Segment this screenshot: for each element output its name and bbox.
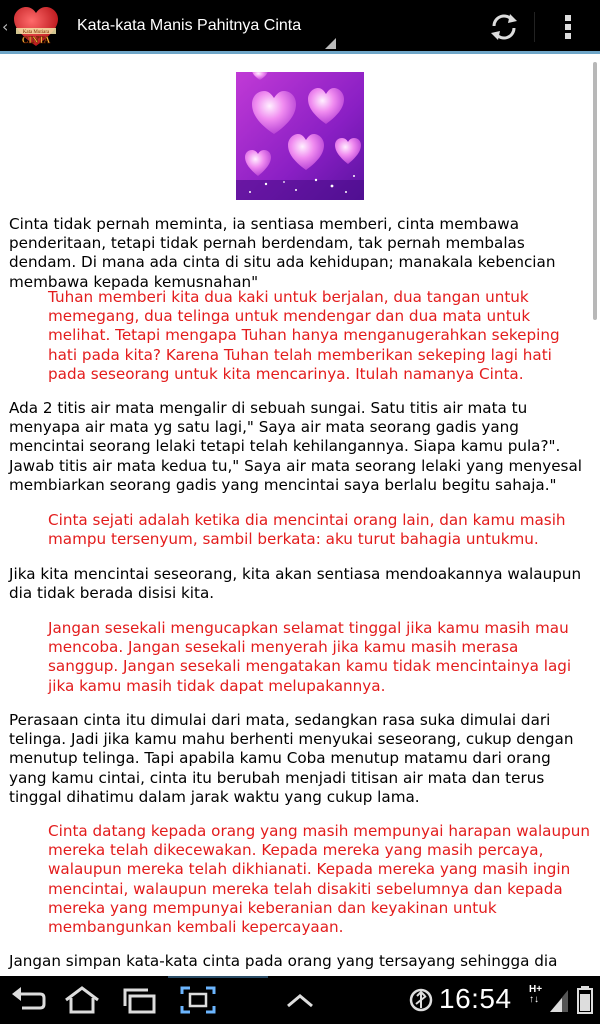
quote-paragraph: Cinta datang kepada orang yang masih mempunyai harapan walaupun mereka telah dikecewakan. Kepada mereka yang masih percaya, walaupun mereka telah dikhianati. Kepada mereka yang masih ingin mencintai, walaupun mereka telah disakiti sebelumnya dan kepada mereka yang mempunyai keberanian dan keyakinan untuk membangunkan kembali kepercayaan. <box>48 822 590 937</box>
menu-up-chevron-icon[interactable] <box>282 984 318 1016</box>
screenshot-icon[interactable] <box>178 984 218 1016</box>
home-icon[interactable] <box>62 984 102 1016</box>
overflow-menu-icon[interactable] <box>556 12 580 42</box>
paragraph: Cinta tidak pernah meminta, ia sentiasa memberi, cinta membawa penderitaan, tetapi tidak pernah berdendam, tak pernah membalas dendam. Di mana ada cinta di situ ada kehidupan; manakala kebencian membawa kepada kemusnahan" <box>9 215 556 291</box>
system-bar <box>0 976 600 1024</box>
scrollbar[interactable] <box>593 62 597 320</box>
back-icon[interactable] <box>8 984 48 1016</box>
quote-paragraph: Cinta sejati adalah ketika dia mencintai orang lain, dan kamu masih mampu tersenyum, sambil berkata: aku turut bahagia untukmu. <box>48 511 566 549</box>
paragraph: Jika kita mencintai seseorang, kita akan sentiasa mendoakannya walaupun dia tidak berada disisi kita. <box>9 565 582 603</box>
article-scroll-view[interactable] <box>0 57 600 976</box>
action-divider <box>534 12 535 42</box>
recent-apps-icon[interactable] <box>120 984 160 1016</box>
svg-text:Kata Mutiara: Kata Mutiara <box>22 30 50 35</box>
svg-text:CINTA: CINTA <box>21 35 51 45</box>
hearts-image <box>236 72 364 200</box>
signal-icon <box>548 984 570 1016</box>
paragraph: Perasaan cinta itu dimulai dari mata, sedangkan rasa suka dimulai dari telinga. Jadi jika kamu mahu berhenti menyukai seseorang, cukup dengan menutup telinga. Tapi apabila kamu Coba menutup matamu dari orang yang kamu cintai, cinta itu berubah menjadi titisan air mata dan terus tinggal dihatimu dalam jarak waktu yang cukup lama. <box>9 711 574 806</box>
paragraph: Ada 2 titis air mata mengalir di sebuah sungai. Satu titis air mata tu menyapa air mata yg satu lagi," Saya air mata seorang gadis yang mencintai seorang lelaki tetapi telah kehilangannya. Siapa kamu pula?". Jawab titis air mata kedua tu," Saya air mata seorang lelaki yang menyesal membiarkan seorang gadis yang mencintai saya berlalu begitu sahaja." <box>9 399 582 494</box>
refresh-icon[interactable] <box>486 10 522 44</box>
paragraph: Jangan simpan kata-kata cinta pada orang yang tersayang sehingga dia <box>9 952 558 970</box>
app-title: Kata-kata Manis Pahitnya Cinta <box>77 17 302 34</box>
action-bar <box>0 0 600 54</box>
battery-icon <box>576 984 594 1016</box>
quote-paragraph: Tuhan memberi kita dua kaki untuk berjalan, dua tangan untuk memegang, dua telinga untuk mendengar dan dua mata untuk melihat. Tetapi mengapa Tuhan hanya menganugerahkan sekeping hati pada kita? Karena Tuhan telah memberikan sekeping lagi hati pada seseorang untuk kita mencarinya. Itulah namanya Cinta. <box>48 288 560 383</box>
up-caret-icon[interactable]: ‹ <box>2 17 9 36</box>
quote-paragraph: Jangan sesekali mengucapkan selamat tinggal jika kamu masih mau mencoba. Jangan sesekali menyerah jika kamu masih merasa sanggup. Jangan sesekali mengatakan kamu tidak mencintainya lagi jika kamu masih tidak dapat melupakannya. <box>48 619 572 695</box>
network-type: H+ ↑↓ <box>529 984 543 1005</box>
title-spinner-indicator-icon[interactable] <box>325 38 336 49</box>
usb-debug-icon <box>408 984 434 1016</box>
app-heart-icon[interactable] <box>12 6 60 48</box>
clock: 16:54 <box>439 983 512 1014</box>
nav-highlight <box>168 976 268 978</box>
